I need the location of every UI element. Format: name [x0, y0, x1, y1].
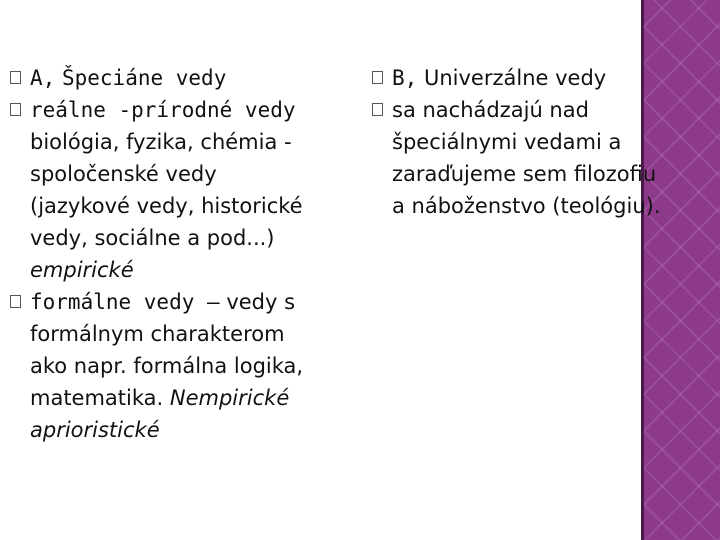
heading-b: [372, 62, 702, 94]
list-item-universal: [372, 94, 702, 222]
heading-a-prefix: A,: [30, 66, 56, 90]
item-formal-line-2: ako napr. formálna logika,: [30, 354, 304, 378]
item-real-line-2: spoločenské vedy: [30, 162, 217, 186]
item-real-line-1: biológia, fyzika, chémia -: [30, 130, 292, 154]
bullet-box-icon: [10, 103, 21, 116]
list-item-real: [10, 94, 355, 286]
item-universal-line-2: špeciálnymi vedami a: [392, 130, 622, 154]
item-formal-line-3: [30, 382, 355, 414]
item-real-tag: empirické: [30, 258, 134, 282]
item-formal-last-plain: matematika.: [30, 386, 170, 410]
heading-a: [10, 62, 355, 94]
item-universal-line-1: sa nachádzajú nad: [392, 98, 589, 122]
heading-b-title: Univerzálne vedy: [423, 66, 607, 90]
heading-a-title: Špeciáne vedy: [61, 66, 227, 90]
item-real-label: reálne -prírodné vedy: [30, 98, 296, 122]
item-formal-last-italic: Nempirické: [169, 386, 290, 410]
bullet-box-icon: [372, 103, 383, 116]
item-real-line-3: (jazykové vedy, historické: [30, 194, 303, 218]
item-formal-tag: aprioristické: [30, 418, 160, 442]
item-formal-line-1: formálnym charakterom: [30, 322, 285, 346]
item-formal-text-first: vedy s: [219, 290, 296, 314]
bullet-box-icon: [10, 295, 21, 308]
item-universal-line-4: a náboženstvo (teológiu).: [392, 194, 661, 218]
heading-b-prefix: B,: [392, 66, 418, 90]
bullet-box-icon: [10, 71, 21, 84]
right-column: [372, 62, 702, 222]
list-item-formal: [10, 286, 355, 446]
bullet-box-icon: [372, 71, 383, 84]
left-column: [10, 62, 355, 446]
item-formal-label: formálne vedy –: [30, 290, 220, 314]
item-universal-line-3: zaraďujeme sem filozofiu: [392, 162, 657, 186]
item-real-line-4: vedy, sociálne a pod...): [30, 226, 275, 250]
